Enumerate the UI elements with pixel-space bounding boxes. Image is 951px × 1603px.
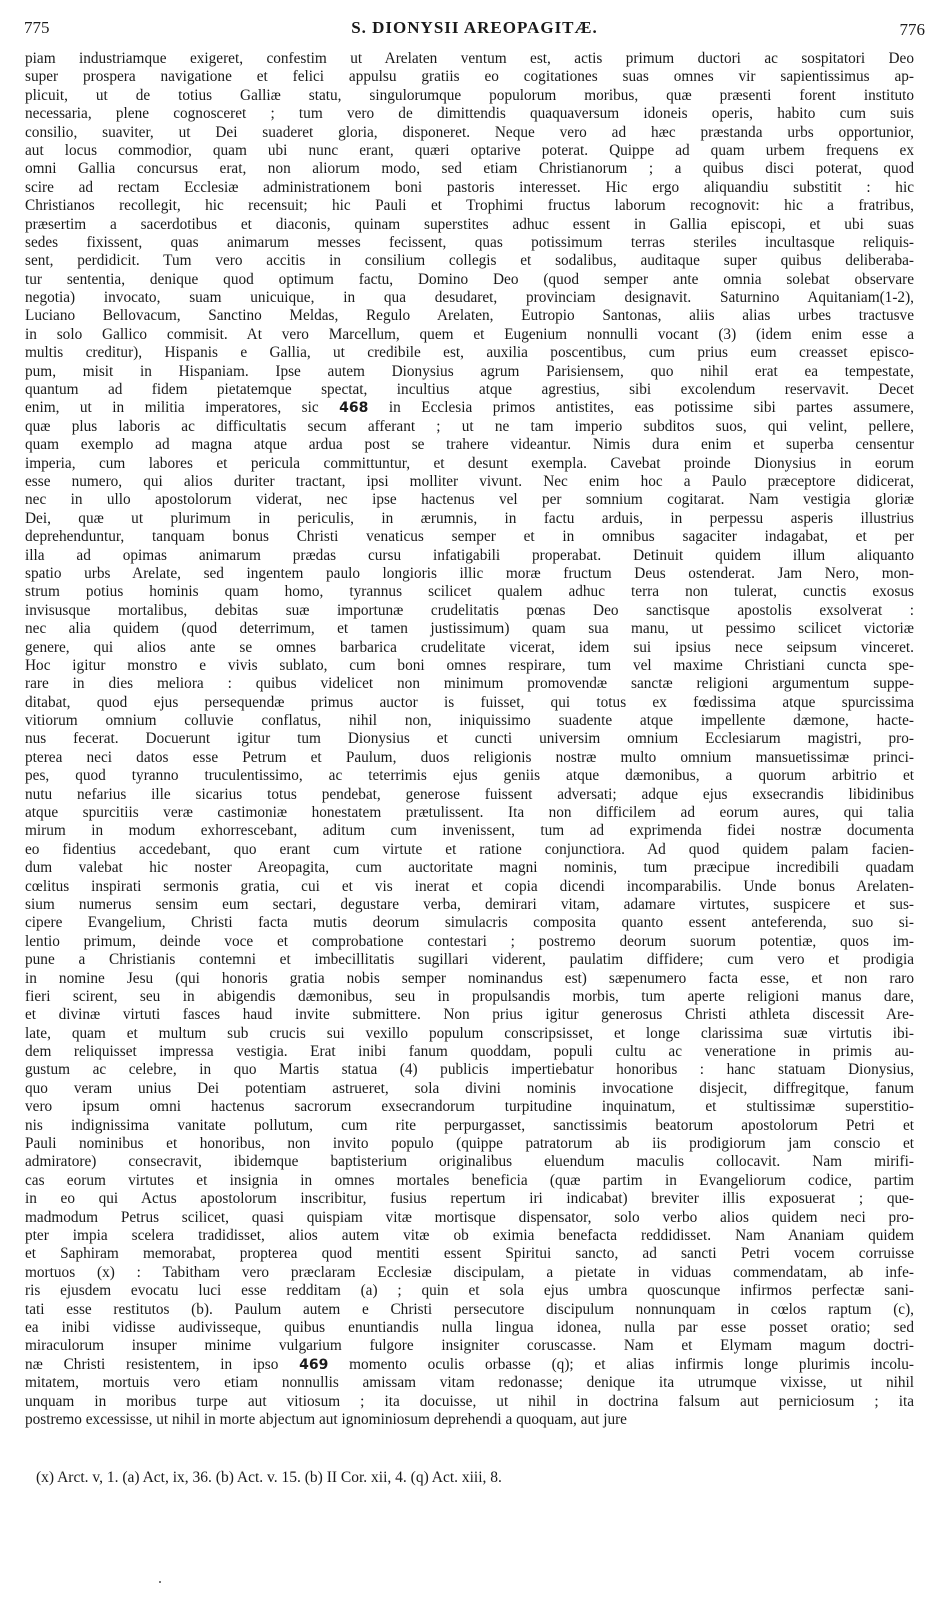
body-line <box>25 1374 914 1392</box>
body-line <box>25 1227 914 1245</box>
line-text: ea inibi vidisse audivisseque, quibus enuntiandis nulla lingua idonea, nulla par esse posset oratio; sed <box>25 1318 914 1336</box>
line-text: næ Christi resistentem, in ipso <box>25 1355 300 1373</box>
body-line <box>25 179 914 197</box>
body-line <box>25 933 914 951</box>
line-text: postremo excessisse, ut nihil in morte abjectum aut ignominiosum deprehendi a quoquam, aut jure <box>25 1410 627 1428</box>
body-line <box>25 1006 914 1024</box>
line-text: ditabat, quod ejus persequendæ primus auctor is fuisset, qui totus ex fœdissima atque spurcissima <box>25 693 914 711</box>
body-line <box>25 620 914 638</box>
body-line <box>25 657 914 675</box>
line-text: quam exemplo ad magna atque ardua post se trahere videantur. Nimis dura enim et superba censentur <box>25 436 914 454</box>
body-line <box>25 749 914 767</box>
line-text: fieri scirent, seu in abigendis dæmonibus, seu in propulsandis morbis, tum aperte religioni manus dare, <box>25 987 914 1005</box>
body-line <box>25 712 914 730</box>
line-text: et divinæ virtuti fasces haud invite submittere. Non prius igitur generosus Christi athleta discessit Are- <box>25 1006 914 1024</box>
body-line <box>25 455 914 473</box>
line-text: Luciano Bellovacum, Sanctino Meldas, Regulo Arelaten, Eutropio Santonas, aliis alias urbes tractusve <box>25 307 914 325</box>
line-text: Christianos recollegit, hic recensuit; hic Pauli et Trophimi fructus laborum recognovit: hic a fratribus, <box>25 197 914 215</box>
line-text: eo fidentius accedebant, quo erant cum virtute et ratione conjunctiora. Ad quod quidem palam facien- <box>25 840 914 858</box>
body-line <box>25 105 914 123</box>
body-line <box>25 547 914 565</box>
body-line <box>25 859 914 877</box>
line-text: pune a Christianis contemni et imbecillitatis sugillari viderent, paulatim diffidere; cum vero et prodigia <box>25 951 914 969</box>
line-text: nec in ullo apostolorum viderat, nec ipse hactenus vel per somnium cogitarat. Nam vestigia gloriæ <box>25 491 914 509</box>
body-line <box>25 639 914 657</box>
line-text: in eo qui Actus apostolorum inscribitur, fusius repertum iri indicabat) breviter illis exposuerat ; que- <box>25 1190 914 1208</box>
line-text: dum valebat hic noster Areopagita, cum auctoritate magni nominis, tum præcipue incredibili quadam <box>25 859 914 877</box>
line-text: esse numero, qui alios duriter tractant, ipsi molliter vivunt. Nec enim hoc a Paulo præceptore didicerat, <box>25 472 914 490</box>
body-line <box>25 1172 914 1190</box>
line-text: tati esse restitutos (b). Paulum autem e Christi persecutore discipulum nonnunquam in cœlos raptum (c), <box>25 1300 914 1318</box>
body-line <box>25 786 914 804</box>
body-line <box>25 124 914 142</box>
line-text: præsertim a sacerdotibus et diaconis, quinam superstites adhuc essent in Gallia episcopi, et ubi suas <box>25 215 914 233</box>
body-line <box>25 1190 914 1208</box>
line-text: madmodum Petrus scilicet, quasi quispiam vitæ mortisque dispensator, solo verbo alios quidem neci pro- <box>25 1208 914 1226</box>
line-text: tur sententia, denique quod optimum factu, Domino Deo (quod semper ante omnia solebat observare <box>25 270 914 288</box>
body-line <box>25 694 914 712</box>
line-text: negotia) invocato, suam unicuique, in qua desudaret, provinciam designavit. Saturnino Aquitaniam(1-2), <box>25 289 914 307</box>
body-line <box>25 142 914 160</box>
line-text: sedes fixissent, quas animarum messes fecissent, quas potissimum terras steriles incultasque reliquis- <box>25 233 914 251</box>
line-text: invisusque mortalibus, debitas suæ importunæ crudelitatis pœnas Deo sanctisque apostolis exsolverat : <box>25 601 914 619</box>
line-text: momento oculis orbasse (q); et alias infirmis longe plurimis incolu- <box>328 1355 914 1373</box>
body-line <box>25 491 914 509</box>
body-line <box>25 252 914 270</box>
body-line <box>25 896 914 914</box>
line-text: sent, perdidicit. Tum vero accitis in consilium collegis et sodalibus, auditaque super quibus deliberaba- <box>25 252 914 270</box>
line-text: mortuos (x) : Tabitham vero præclaram Ecclesiæ discipulam, a pietate in viduas commendatam, ab infe- <box>25 1263 914 1281</box>
line-text: plicuit, ut de totius Galliæ statu, singulorumque populorum moribus, quæ præsenti forent instituto <box>25 86 914 104</box>
line-text: lentio primum, deinde voce et comprobatione contestari ; postremo deorum suorum potentiæ, quos im- <box>25 932 914 950</box>
body-line <box>25 234 914 252</box>
body-line <box>25 675 914 693</box>
line-text: unquam in moribus turpe aut vitiosum ; ita docuisse, ut nihil in doctrina falsum aut perniciosum ; ita <box>25 1392 914 1410</box>
body-line <box>25 1319 914 1337</box>
column-mark: 468 <box>339 400 369 417</box>
column-mark: 469 <box>299 1356 329 1373</box>
body-text <box>25 50 914 1429</box>
body-line <box>25 68 914 86</box>
body-line <box>25 1356 914 1374</box>
speck-mark <box>159 1581 161 1583</box>
body-line <box>25 1098 914 1116</box>
body-line <box>25 1135 914 1153</box>
line-text: strum potius hominis quam homo, tyrannus scilicet qualem adhuc terra non tulerat, cunctis exosus <box>25 583 914 601</box>
body-line <box>25 1264 914 1282</box>
body-line <box>25 841 914 859</box>
line-text: gustum ac celebre, in quo Martis statua (4) publicis impertiebatur honoribus : hanc statuam Dionysius, <box>25 1061 914 1079</box>
line-text: genere, qui alios ante se omnes barbarica crudelitate vicerat, idem sui ipsius nece seipsum vinceret. <box>25 638 914 656</box>
body-line <box>25 914 914 932</box>
body-line <box>25 326 914 344</box>
line-text: nis indignissima vanitate pollutum, cum rite perpurgasset, sanctissimis beatorum apostolorum Petri et <box>25 1116 914 1134</box>
body-line <box>25 1209 914 1227</box>
line-text: Pauli nominibus et honoribus, non invito populo (quippe patratorum ab iis prodigiorum jam conscio et <box>25 1135 914 1153</box>
line-text: aut locus commodior, quam ubi nunc erant, quæri optarive poterat. Quippe ad quam urbem frequens ex <box>25 141 914 159</box>
line-text: rare in dies meliora : quibus videlicet non minimum promovendæ sanctæ religioni argumentum suppe- <box>25 675 914 693</box>
line-text: pter impia scelera tradidisset, alios autem vitæ ob eximia benefacta reddidisset. Nam Ananiam quidem <box>25 1227 914 1244</box>
body-line <box>25 50 914 68</box>
line-text: nec alia quidem (quod deterrimum, et tamen justissimum) quam sua manu, ut pessimo scilicet victoriæ <box>25 620 914 638</box>
body-line <box>25 565 914 583</box>
left-page-number: 775 <box>24 18 50 37</box>
line-text: enim, ut in militia imperatores, sic <box>25 399 340 417</box>
line-text: quæ plus laboris ac difficultatis secum afferant ; ut ne tam imperio subditos suos, qui velint, pellere, <box>25 417 914 435</box>
line-text: necessaria, plene cognosceret ; tum vero de dimittendis quaquaversum idoneis operis, habito cum suis <box>25 105 914 123</box>
line-text: illa ad opimas animarum prædas cursu infatigabili properabat. Detinuit quidem illum aliquanto <box>25 546 914 564</box>
body-line <box>25 528 914 546</box>
body-line <box>25 602 914 620</box>
line-text: pum, misit in Hispaniam. Ipse autem Dionysius agrum Parisiensem, quo nihil erat ea tempestate, <box>25 362 914 380</box>
line-text: late, quam et multum sub crucis sui vexillo populum conscripsisset, et longe clarissima suæ virtutis ibi- <box>25 1024 914 1042</box>
line-text: in Ecclesia primos antistites, eas potissime sibi partes assumere, <box>368 399 914 417</box>
line-text: quantum ad fidem pietatemque spectat, incultius atque agrestius, sibi excolendum reservavit. Decet <box>25 381 914 399</box>
body-line <box>25 1061 914 1079</box>
line-text: sium numerus sensim eum sectari, degustare verba, demirari vitam, adamare virtutes, suspicere et sus- <box>25 895 914 913</box>
line-text: vitiorum omnium colluvie conflatus, nihil non, iniquissimo suadente atque impellente dæmone, hacte- <box>25 712 914 730</box>
body-line <box>25 822 914 840</box>
line-text: Dei, quæ ut plurimum in periculis, in ærumnis, in factu arduis, in perpessu asperis illustrius <box>25 509 914 527</box>
line-text: scire ad rectam Ecclesiæ administrationem boni pastoris interesset. Hic ergo aliquandiu substitit : hic <box>25 178 914 196</box>
body-line <box>25 1301 914 1319</box>
body-line <box>25 418 914 436</box>
line-text: in nomine Jesu (qui honoris gratia nobis semper nominandus est) sæpenumero facta esse, et non raro <box>25 969 914 987</box>
body-line <box>25 1337 914 1355</box>
body-line <box>25 1245 914 1263</box>
line-text: dem reliquisset impressa vestigia. Erat inibi fanum quoddam, populi cultu ac veneratione in primis au- <box>25 1043 914 1061</box>
body-line <box>25 583 914 601</box>
body-line <box>25 951 914 969</box>
running-title: S. DIONYSII AREOPAGITÆ. <box>351 18 598 37</box>
line-text: mitatem, mortuis vero etiam nonnullis amissam vitam redonasse; denique ita utrumque vixisse, ut nihil <box>25 1374 914 1392</box>
line-text: cas eorum virtutes et insignia in omnes mortales beneficia (quæ partim in Evangeliorum codice, partim <box>25 1171 914 1189</box>
line-text: cipere Evangelium, Christi facta mutis deorum simulacris composita quanto essent anteferenda, suo si- <box>25 914 914 932</box>
body-line <box>25 767 914 785</box>
body-line <box>25 730 914 748</box>
footnotes: (x) Arct. v, 1. (a) Act, ix, 36. (b) Act. v. 15. (b) II Cor. xii, 4. (q) Act. xiii, 8. <box>36 1469 502 1486</box>
body-line <box>25 436 914 454</box>
body-line <box>25 1043 914 1061</box>
body-line <box>25 1153 914 1171</box>
line-text: omni Gallia concursus erat, non aliorum modo, sed etiam Christianorum ; a quibus disci poterat, quod <box>25 160 914 178</box>
right-page-number: 776 <box>899 20 925 39</box>
line-text: deprehenduntur, tanquam bonus Christi venaticus semper et in omnibus sagaciter indagabat, et per <box>25 528 914 546</box>
body-line <box>25 878 914 896</box>
line-text: ris ejusdem evocatu luci esse redditam (a) ; quin et sola ejus umbra quoscunque infirmos perfectæ sani- <box>25 1282 914 1300</box>
body-line <box>25 399 914 417</box>
body-line <box>25 804 914 822</box>
body-line <box>25 216 914 234</box>
body-line <box>25 473 914 491</box>
line-text: miraculorum insuper minime vulgarium fulgore insigniter coruscasse. Nam et Elymam magum doctri- <box>25 1337 914 1355</box>
line-text: vero ipsum omni hactenus sacrorum exsecrandorum turpitudine inquinatum, et stultissimæ superstitio- <box>25 1098 914 1116</box>
line-text: consilio, suaviter, ut Dei suaderet gloria, disponeret. Neque vero ad hæc præstanda urbs opportunior, <box>25 123 914 141</box>
body-line <box>25 289 914 307</box>
body-line <box>25 197 914 215</box>
body-line <box>25 1393 914 1411</box>
line-text: in solo Gallico commisit. At vero Marcellum, quem et Eugenium nonnulli vocant (3) (idem enim esse a <box>25 325 914 343</box>
line-text: pterea neci datos esse Petrum et Paulum, duos religionis nostræ multo omnium mansuetissimæ princi- <box>25 748 914 766</box>
body-line <box>25 307 914 325</box>
line-text: mirum in modum exhorrescebant, aditum cum invenissent, tum ad exprimenda fidei nostræ documenta <box>25 822 914 840</box>
page-header <box>24 18 925 42</box>
body-line <box>25 970 914 988</box>
body-line <box>25 160 914 178</box>
body-line <box>25 271 914 289</box>
line-text: multis creditur), Hispanis e Gallia, ut credibile est, auxilia poscentibus, cum prius eum creasset episco- <box>25 344 914 362</box>
body-line <box>25 1080 914 1098</box>
line-text: super prospera navigatione et felici appulsu gratiis eo cogitationes suas omnes vir sapientissimus ap- <box>25 68 914 86</box>
line-text: Hoc igitur monstro e vivis sublato, cum boni omnes respirare, tum vel maxime Christiani cuncta spe- <box>25 656 914 674</box>
body-line <box>25 988 914 1006</box>
body-line <box>25 87 914 105</box>
line-text: et Saphiram memorabat, propterea quod mentiti essent Spiritui sancto, ad sancti Petri vocem corruisse <box>25 1245 914 1263</box>
body-line <box>25 363 914 381</box>
body-line <box>25 381 914 399</box>
line-text: atque spurcitiis veræ castimoniæ honestatem prætulissent. Ita non difficilem ad eorum aures, qui talia <box>25 804 914 822</box>
line-text: nutu nefarius ille sicarius totus pendebat, generose fuissent adversati; adque ejus exsecrandis libidinibus <box>25 785 914 803</box>
body-line <box>25 1282 914 1300</box>
body-line <box>25 1025 914 1043</box>
body-line <box>25 1411 914 1429</box>
line-text: cœlitus inspirati sermonis gratia, cui et vis inerat et copia dicendi incomparabilis. Unde bonus Arelaten- <box>25 877 914 895</box>
body-line <box>25 510 914 528</box>
line-text: spatio urbs Arelate, sed ingentem paulo longioris illic moræ fructum Deus ostenderat. Jam Nero, mon- <box>25 564 914 582</box>
line-text: pes, quod tyranno truculentissimo, ac teterrimis ejus geniis atque dæmonibus, a quorum arbitrio et <box>25 767 914 785</box>
line-text: piam industriamque exigeret, confestim ut Arelaten ventum est, actis primum ductori ac sospitatori Deo <box>25 50 914 67</box>
line-text: imperia, cum labores et pericula committuntur, et desunt exempla. Cavebat proinde Dionysius in eorum <box>25 454 914 472</box>
line-text: nus fecerat. Docuerunt igitur tum Dionysius et cuncti universim omnium Ecclesiarum magistri, pro- <box>25 730 914 748</box>
line-text: quo veram unius Dei potentiam astrueret, sola divini nominis invocatione disjecit, diffregitque, fanum <box>25 1079 914 1097</box>
body-line <box>25 344 914 362</box>
line-text: admiratore) consecravit, ibidemque baptisterium originalibus eluendum maculis collocavit. Nam mirifi- <box>25 1153 914 1171</box>
body-line <box>25 1117 914 1135</box>
